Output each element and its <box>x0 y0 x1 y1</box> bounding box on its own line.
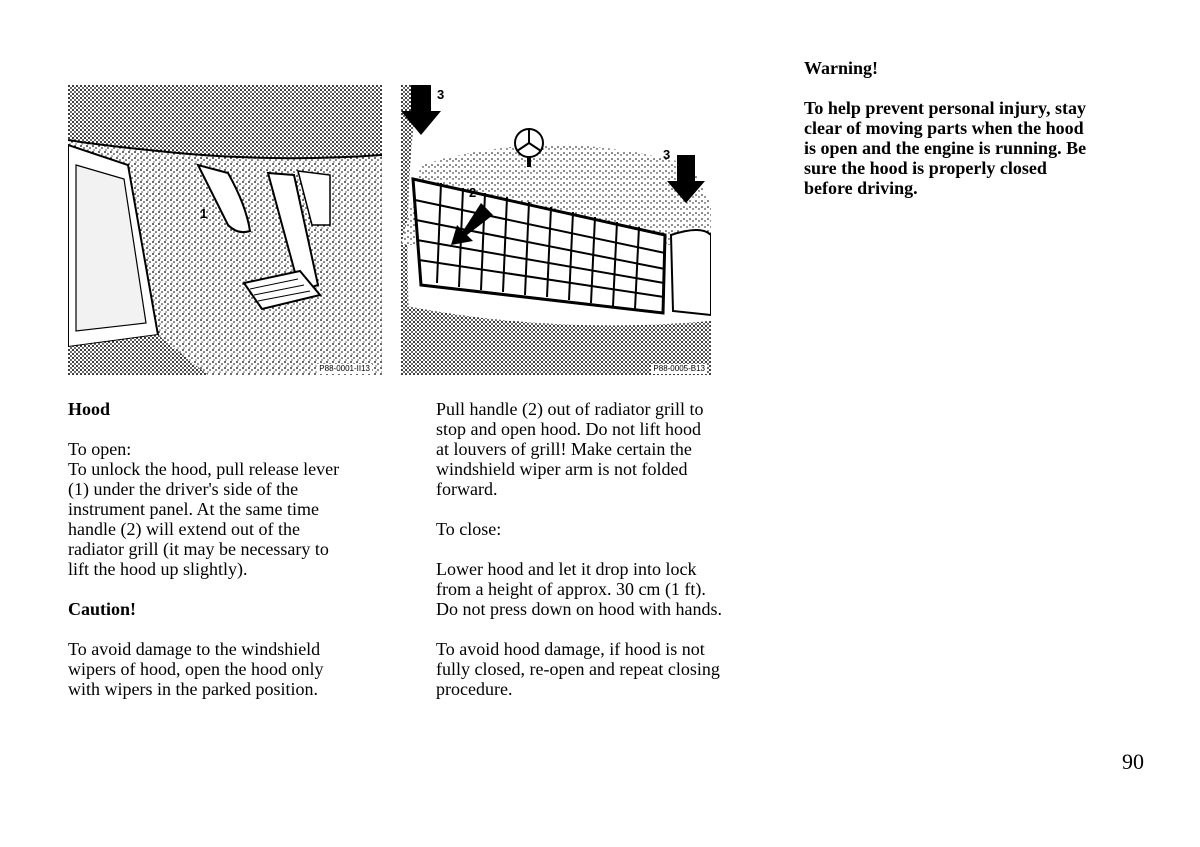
hood-release-lever-illustration <box>68 85 382 375</box>
callout-3-right: 3 <box>663 147 671 162</box>
pull-line: Pull handle (2) out of radiator grill to <box>436 399 704 419</box>
page-number: 90 <box>1122 749 1144 774</box>
middle-column <box>436 399 776 699</box>
caution-line: To avoid damage to the windshield <box>68 639 321 659</box>
open-line: (1) under the driver's side of the <box>68 479 299 499</box>
callout-1: 1 <box>200 206 208 221</box>
footwell-drawing <box>68 85 382 375</box>
open-line: instrument panel. At the same time <box>68 499 319 519</box>
avoid-line: To avoid hood damage, if hood is not <box>436 639 705 659</box>
grill-drawing <box>401 85 711 375</box>
open-label: To open: <box>68 439 132 459</box>
caution-heading: Caution! <box>68 599 137 619</box>
figure-code: P88-0001-II13 <box>319 364 370 373</box>
figure-code: P88-0005-B13 <box>653 364 705 373</box>
lower-line: Do not press down on hood with hands. <box>436 599 722 619</box>
warning-heading: Warning! <box>804 58 879 78</box>
pull-line: at louvers of grill! Make certain the <box>436 439 692 459</box>
warning-line: To help prevent personal injury, stay <box>804 98 1087 118</box>
section-heading: Hood <box>68 399 111 419</box>
close-label: To close: <box>436 519 502 539</box>
pull-line: windshield wiper arm is not folded <box>436 459 688 479</box>
open-line: radiator grill (it may be necessary to <box>68 539 329 559</box>
open-line: To unlock the hood, pull release lever <box>68 459 340 479</box>
left-column <box>68 399 408 699</box>
callout-3-left: 3 <box>437 87 445 102</box>
warning-line: before driving. <box>804 178 918 198</box>
warning-line: clear of moving parts when the hood <box>804 118 1084 138</box>
warning-line: sure the hood is properly closed <box>804 158 1047 178</box>
pull-line: forward. <box>436 479 498 499</box>
warning-line: is open and the engine is running. Be <box>804 138 1087 158</box>
lower-line: Lower hood and let it drop into lock <box>436 559 697 579</box>
avoid-line: procedure. <box>436 679 513 699</box>
caution-line: with wipers in the parked position. <box>68 679 318 699</box>
radiator-grill-illustration <box>401 85 711 375</box>
warning-column <box>804 58 1144 198</box>
caution-line: wipers of hood, open the hood only <box>68 659 324 679</box>
open-line: lift the hood up slightly). <box>68 559 248 579</box>
avoid-line: fully closed, re-open and repeat closing <box>436 659 720 679</box>
callout-2: 2 <box>469 185 477 200</box>
open-line: handle (2) will extend out of the <box>68 519 300 539</box>
pull-line: stop and open hood. Do not lift hood <box>436 419 701 439</box>
lower-line: from a height of approx. 30 cm (1 ft). <box>436 579 706 599</box>
